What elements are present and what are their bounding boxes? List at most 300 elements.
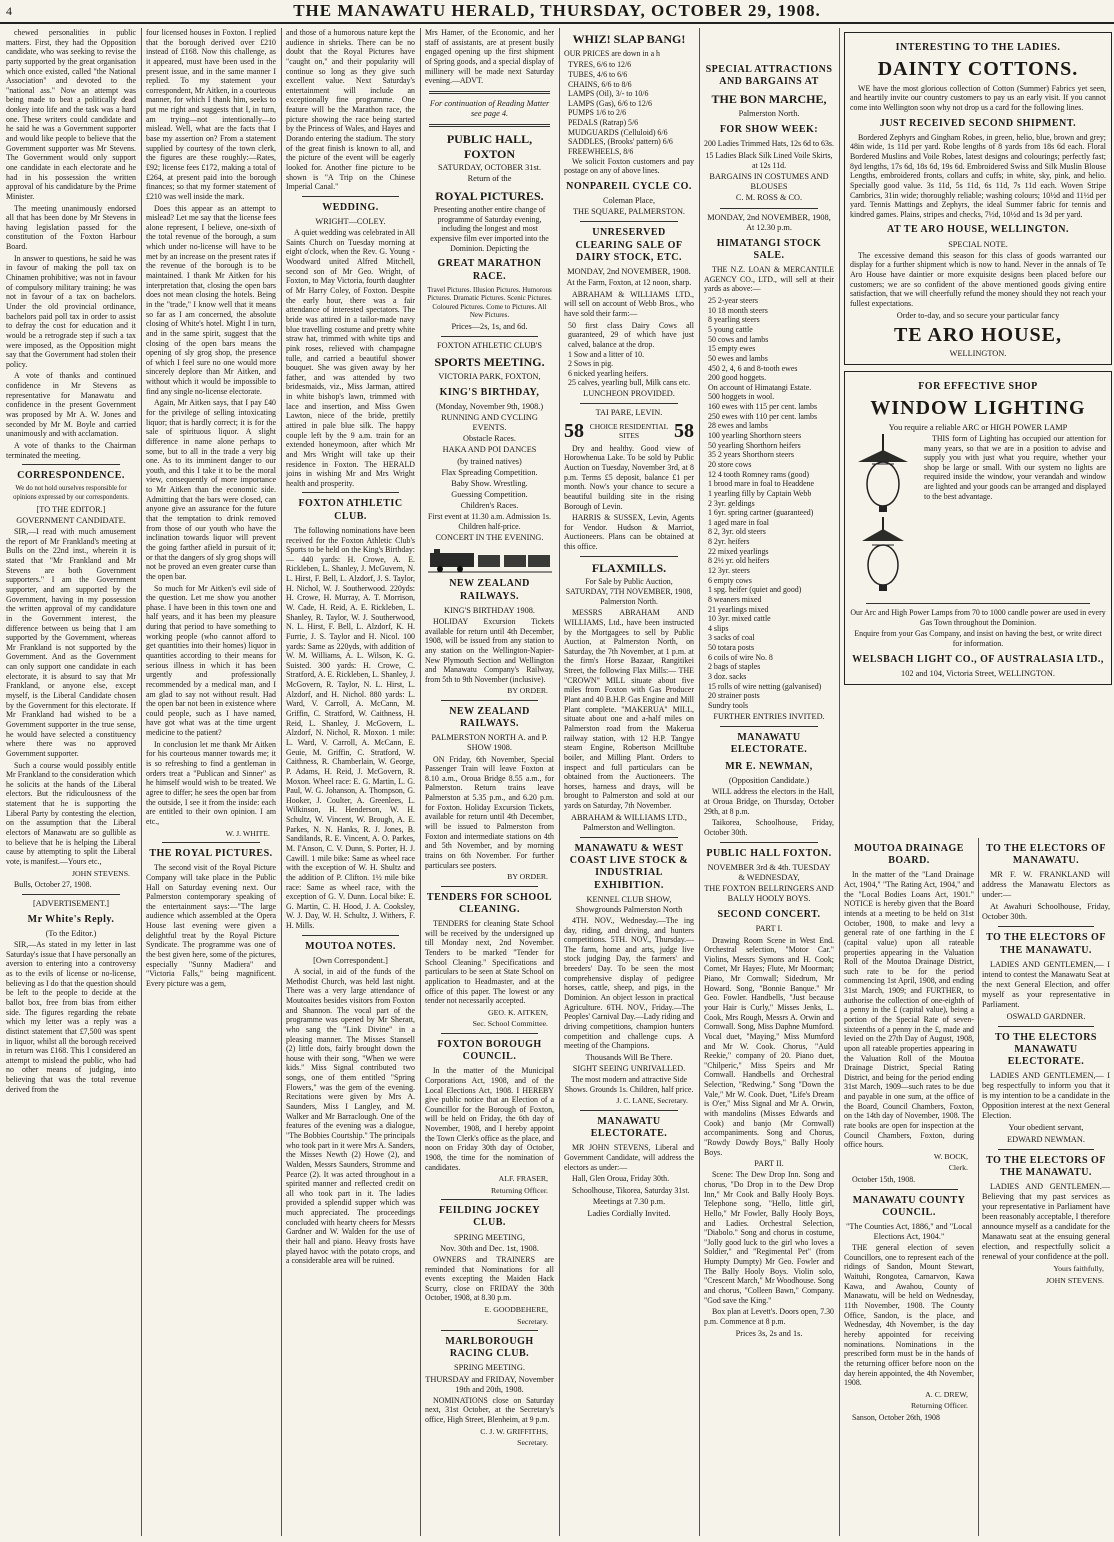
article-subheading: WRIGHT—COLEY. [315, 217, 386, 227]
ad-subheading: KING'S BIRTHDAY 1908. [444, 605, 535, 615]
ad-text: RUNNING AND CYCLING EVENTS. [441, 413, 538, 433]
ad-text: NOVEMBER 3rd & 4th. TUESDAY & WEDNESDAY, [707, 862, 831, 882]
stock-item: 6 nicked yearling heifers. [568, 368, 649, 378]
column-rule [141, 28, 142, 1536]
ad-text: Schoolhouse, Tikorea, Saturday 31st. [572, 1185, 690, 1195]
ad-subheading: TAI PARE, LEVIN. [595, 408, 663, 418]
ad-heading: PUBLIC HALL FOXTON. [706, 847, 832, 859]
ad-signature: OSWALD GARDNER. [1006, 1011, 1086, 1021]
ad-text: (by trained natives) [457, 456, 522, 466]
ad-text: MONDAY, 2nd NOVEMBER, 1908, At 12.30 p.m. [707, 212, 831, 232]
ad-heading: TO THE ELECTORS OF THE MANAWATU. [986, 1154, 1106, 1178]
article-paragraph: So much for Mr Aitken's evil side of the question. Let me show you another phase. I have been in this town one and half years, and it has been my pleasure during that period to have something to working people (who cannot afford to get quantities into their homes) liquor in quantities according to their means for serious illness in which it has been urgently and professionally recommended by a medical man, and I am glad to say not without result. Had the open bar not been in existence where could people, such as I have named, have got what was at the time urgent medicine to the patient? [146, 583, 276, 738]
column-rule [978, 838, 979, 1536]
ad-heading: FOR SHOW WEEK: [719, 124, 819, 136]
divider [720, 842, 818, 843]
article-paragraph: Mrs Hamer, of the Economic, and her staff of assistants, are at present busily engaged opening up the first shipment of Spring goods, and a special display of millinery will be made next Saturday evening.—ADVT. [425, 28, 554, 86]
stock-item: 2 Sows in pig. [568, 359, 614, 369]
stock-item: 35 2 years Shorthorn steers [708, 450, 794, 460]
stock-item: 250 ewes with 110 per cent. lambs [708, 411, 818, 421]
price-item: TYRES, 6/6 to 12/6 [568, 60, 632, 70]
letter-paragraph: Such a course would possibly entitle Mr Frankland to the consideration which he solicits at the hands of the Liberal electors. But the ridiculousness of the statement that he is supporting the Liberal Party by contesting the election, on the assumption that the Liberal electors of Manawatu are so gullible as to believe that he is helping the Liberal cause by attempting to split the Liberal vote, is manifest.—Yours etc., [6, 760, 136, 866]
stock-item: 1 yearling filly by Captain Webb [708, 488, 812, 498]
stock-item: 50 totara posts [708, 643, 755, 653]
ad-text: SPECIAL NOTE. [948, 239, 1008, 249]
ad-heading: WHIZ! SLAP BANG! [572, 32, 686, 46]
ad-text: 102 and 104, Victoria Street, WELLINGTON. [901, 668, 1055, 678]
price-item: SADDLES, (Brooks' pattern) 6/6 [568, 137, 673, 147]
price-item: CHAINS, 6/6 to 8/6 [568, 79, 632, 89]
ad-heading: MANAWATU COUNTY COUNCIL. [852, 1194, 966, 1218]
divider [429, 124, 550, 127]
ad-text: Dry and healthy. Good view of Horowhenua Lake. To be sold by Public Auction on Tuesday, November 3rd, at 8 p.m. Terms £5 deposit, balance £1 per month. Now's your chance to secure a beautiful building site in the rising Borough of Levin. [564, 443, 694, 511]
stock-item: 1 6yr. spring cartner (guaranteed) [708, 508, 814, 518]
ad-text: 200 Ladies Trimmed Hats, 12s 6d to 63s. [704, 139, 834, 149]
article-paragraph: The second visit of the Royal Picture Company will take place in the Public Hall on Saturday evening next. Our Palmerston contemporary speaking of the entertainment says:—"The large audience which assembled at the Opera House last evening were given a delightful treat by the Royal Picture Syndicate. The programme was one of the best given here, some of the pictures, especially "Sunny Madiera" and "Victoria Falls," being magnificent. Every picture was a gem, [146, 863, 276, 988]
ad-heading: TENDERS FOR SCHOOL CLEANING. [426, 891, 553, 915]
ad-signature: Sec. School Committee. [472, 1019, 548, 1029]
ad-signature: A. C. DREW, [925, 1389, 968, 1399]
ad-text: WELLINGTON. [949, 349, 1007, 359]
ad-text: The most modern and attractive Side Shows. Grounds 1s. Children, half price. [564, 1075, 694, 1094]
ad-text: MR JOHN STEVENS, Liberal and Government Candidate, will address the electors as under:— [564, 1143, 694, 1172]
ad-signature: JOHN STEVENS. [1045, 1275, 1104, 1285]
article-paragraph: The following nominations have been received for the Foxton Athletic Club's Sports to be held on the King's Birthday:— 440 yards: H. Crowe, A. E. Rickleben, L. Shanley, J. McGuvern, N. L. Hirst, F. Bell, L. Alzdorf, J. S. Taylor, H. Nichol, W. J. Southerwood. 220yds: H. Crowe, H. Murray, A. T. Morrison, W. Cade, H. Reid, A. E. Rickleben, L. Shanley, R. Taylor, W. J. Southerwood, N. L. Hirst, F. Bell, L. Alzdorf, K. H. Furrie, J. S. Taylor and H. Nicol. 100 yards: Same as 220yds, with addition of W. M. Williams, A. L. Wilson, K. G. Suisted. 300 yards: H. Crowe, C. Stratford, A. E. Rickleben, L. Shanley, J. McGovern, R. Taylor, N. L. Hirst, L. Alzdorf, and H. Nichol. 880 yards: L. Ward, V. Carroll, A. McCann, M. Griffin, C. Stratford, W. Caithness, H. Reid, L. Shanley, J. McGovern, L. Alzdorf, N. Nichol, R. Moxon. 1 mile: L. Ward, V. Carroll, A. McCann, E. Geuie, M. Griffin, C. Stratford, W. Caithness, R. Chamberlain, W. George, P. Adams, H. Reid, J. McGovern, R. Moxon. Wheel race: E. G. Martin, L. G. Paul, W. G. Johanson, A. Thompson, G. Hooker, J. Coulter, A. Greenlees, L. Wilkinson, H. Henderson, W. H. Schultz, W. Vincent, W. Brough, A. E. Parkes, N. N. Hanks, R. J. Jones, B. Sandilands, R. E. Vincent, A. O. Parkes, M. I'Anson, C. V. Dunn, S. Porter, H. J. Cawill. 1 mile bike: Same as wheel race with the exception of W. H. Shultz and the addition of P. Clifton. 1½ mile bike race: Same as wheel race, with the exception of G. V. Dunn. Local bike: E. G. Martin, C. H. Hood, J. A. Cooksley, W. J. Day, W. H. Schultz, J. Withers, F. H. Mills. [286, 525, 415, 931]
divider [441, 700, 538, 701]
ad-text: Presenting another entire change of programme of Saturday evening, including the longest and most expensive film ever imported into the Dominion. Depicting the [430, 205, 549, 253]
ad-text: Scene: The Dew Drop Inn. Song and chorus, "Do Drop in to the Dew Drop Inn," Mr Cook and Bally Hooly Boys. Telephone song, "Hello, little girl, Hello," Mr Fowler, Bally Hooly Boys, and Ladies. Orchestral Selection, "Diabolo." Song and chorus in costume, "Jolly good luck to the girl who loves a Soldier," and "Regimental Pet" (from Humpty Dumpty) Mr Geo. Fowler and The Bally Hooly Boys. Violin solo, "Crescent March," Mr Woodhouse. Song and chorus, "Colleen Bawn," Company. "God save the King." [704, 1170, 834, 1305]
ad-heading: MANAWATU & WEST COAST LIVE STOCK & INDUSTRIAL EXHIBITION. [569, 842, 689, 891]
stock-item: 10 18 month steers [708, 305, 768, 315]
ad-text: At Awahuri Schoolhouse, Friday, October 30th. [982, 902, 1110, 922]
ad-text: NOMINATIONS close on Saturday next, 31st October, at the Secretary's office, High Street, Blenheim, at 9 p.m. [425, 1395, 554, 1425]
ad-text: Drawing Room Scene in West End. Orchestral selection, "Motor Car." Violins, Messrs Symons and H. Cook; Cornet, Mr Hayes; Flute, Mr Moorman; Piano, Mr Cornwall; Sidedrum, Mr Howard. Song, "Bonnie Banque." Mr Geo. Fowler. Handbells, "Just because your Hair is Curly," Misses Jenks, L. Cook, Mrs Rough, Messrs A. Orwin and Cornwall. Song, Miss Daphne Mumford. Vocal duet, "Maying," Miss Mumford and Mr W. Cook. Chorus, "Auld Reekie," company of 20. Piano duet, "Chilperic," Miss Speirs and Mr Cornwall. Handbells and Orchestral Selection, "Redwing." Song "Down the Vale," Mr W. Cook. Duet, "Life's Dream is O'er," Miss Signal and Mr A. Orwin, with mandolins (Misses Edwards and Cook) and banjo (Mr Cornwall) accompaniments. Song and Chorus, "Rowdy Dowdy Boys," Bally Hooly Boys. [704, 935, 834, 1157]
ad-text: Travel Pictures. Illusion Pictures. Humorous Pictures. Dramatic Pictures. Scenic Pictures. Coloured Pictures. Come to Pictures. All New Pictures. [427, 285, 552, 320]
ad-heading: PUBLIC HALL, FOXTON [446, 132, 533, 161]
ad-text: Bordered Zephyrs and Gingham Robes, in green, helio, blue, brown and grey; 48in wide, 1s 11d per yard. Robe lengths of 8 yards from 18s 6d each. Floral Bordered Muslins and Voile Robes, latest designs and colourings; perfectly fast; 8yd lengths, 17s 6d, 18s 6d, 19s 6d. Embroidered Swiss and Silk Muslin Blouse Lengths, embroidered fronts, collars and cuffs; in white, sky, pink, and helio. Specially good value. 3s 11d, 5s 11d, 6s 11d, 7s 11d each. Woven Stripe Cambrics, 31in wide; thoroughly reliable; washing colours; 10½d and 11½d per yard. Tennis Mattings and Zephyrs, the ideal Summer fabric for tennis and kindred games. Plains, stripes and checks, 7½d, 10½d and 1s 3d per yard. [850, 132, 1106, 219]
high-power-lamp-icon [850, 517, 916, 597]
divider [580, 221, 678, 222]
ad-text: Taikorea, Schoolhouse, Friday, October 30th. [704, 818, 834, 837]
ad-text: Hall, Glen Oroua, Friday 30th. [572, 1174, 670, 1184]
page-number: 4 [6, 4, 13, 18]
to-editor: (To the Editor.) [45, 929, 97, 939]
sites-banner [564, 419, 694, 443]
ad-subheading: "The Counties Act, 1886," and "Local Elections Act, 1904." [845, 1221, 973, 1242]
divider [860, 1189, 958, 1190]
ad-signature: ALF. FRASER, [498, 1174, 548, 1184]
stock-item: 50 cows and lambs [708, 334, 769, 344]
ad-text: Box plan at Levett's. Doors open, 7.30 p.m. Commence at 8 p.m. [704, 1307, 834, 1326]
stock-item: 4 slips [708, 623, 729, 633]
correspondence-heading: CORRESPONDENCE. [17, 470, 125, 482]
ad-text: Sanson, October 26th, 1908 [852, 1412, 940, 1422]
ad-signature: ABRAHAM & WILLIAMS LTD., Palmerston and Wellington. [571, 812, 687, 832]
ad-text: We solicit Foxton customers and pay postage on any of above lines. [564, 156, 694, 176]
stock-item: 3 sacks of coal [708, 633, 755, 643]
ad-text: CONCERT IN THE EVENING. [435, 533, 544, 543]
article-paragraph: A social, in aid of the funds of the Methodist Church, was held last night. There was a very large attendance of Moutoaites besides visitors from Foxton and Shannon. The vocal part of the programme was opened by Mr Sheratt, who sang the "Link Divine" in a pleasing manner. The Misses Stansell (2) little dots, fairly brought down the house with their song, "When we were kids." Miss Signal contributed two songs, one of them entitled "Spring Flowers," was the gem of the evening. Recitations were given by Mrs A. Saunders, Miss I Langley, and M. Walker and Mr Barraclough. One of the features of the evening was a dialogue, "The Bobbies Courtship." The principals who took part in it were Mrs A. Sanders, the Misses Newth (2) Howe (2), and Walden, Messrs Saunders, Stromme and Pearce (2). It was acted throughout in a spirited manner and reflected credit on all who took part in it. The ladies provided a splendid supper which was much appreciated. The proceedings concluded with hearty cheers for Messrs Gardner and W. Walden for the use of their hall and piano. Heavy frosts have played havoc with the potato crops, and a considerable area will be ruined. [286, 967, 415, 1266]
letter-paragraph: SIR,—As stated in my letter in last Saturday's issue that I have personally an aversion to entering into a controversy as to the evils of license or no-license, believing as I do that the question should be left to the people to decide at the ballot box, free from bias from either side. The figures regarding the rebate which my letter was a reply was a distinct statement that £7,500 was spent in liquor, whilst all the borough received in return was £168. This I considered an attempt to mislead the public, who had no other means of judging, into believing that was the total revenue derived from the [6, 940, 136, 1094]
ad-text: Return of the [467, 174, 512, 184]
stock-item: 2 bags of staples [708, 662, 761, 672]
ad-text: 15 Ladies Black Silk Lined Voile Skirts, at 12s 11d. [705, 150, 833, 170]
ad-signature: J. C. LANE, Secretary. [616, 1096, 688, 1106]
letter-paragraph: SIR,—I read with much amusement the report of Mr Frankland's meeting at Bulls on the 22nd inst., wherein it is stated that "Mr Frankland and Mr Stevens are both Government supporters." I am the Government supporter, and am supported by the Government, having in my possession the written approval of my candidature in the Government interest, the difference between us being that I am supported by the Government, whereas Mr Frankland is not supported by the Government. And as the Government can only support one candidate in each electorate, it is absurd to say that Mr Frankland, or anyone else, except myself, is the Liberal Candidate chosen by the Government for this electorate. If Mr Frankland had wished to be a Government supporter in the true sense, he would have selected a constituency where there was no approved Government supporter. [6, 527, 136, 758]
ad-heading: DAINTY COTTONS. [877, 58, 1079, 81]
divider [720, 208, 818, 209]
stock-item: 3 doz. sacks [708, 672, 747, 682]
stock-item: 100 yearling Shorthorn steers [708, 431, 802, 441]
masthead [0, 0, 1114, 24]
stock-item: 8 yearling steers [708, 315, 760, 325]
sites-count: 58 [564, 420, 584, 443]
price-item: LAMPS (Oil), 3/- to 10/6 [568, 89, 649, 99]
ad-signature: BY ORDER. [507, 872, 548, 882]
sites-count: 58 [674, 420, 694, 443]
stock-item: 5 young cattle [708, 324, 753, 334]
ad-heading: HIMATANGI STOCK SALE. [716, 237, 822, 261]
article-paragraph: A quiet wedding was celebrated in All Saints Church on Tuesday morning at eight o'clock, when the Rev. G. Young - Woodward united Alfred Mitchell, second son of Mr Geo. Wright, of Foxton, to May Victoria, fourth daughter of Mr Harry Coley, of Foxton. Despite the early hour, there was a fair attendance of interested spectators. The bride was attired in a tailor-made navy blue travelling costume and pretty white straw hat, trimmed with white tips and pink roses, relieved with champagne tulle, and carried a beautiful shower bouquet. She was given away by her father, and was attended by two bridesmaids, viz., Miss Jarman, attired in white bishop's lawn, trimmed with lace and insertion, and Miss Gwen Lawton, niece of the bride, prettily attired in pale blue silk. The happy couple left by the 9 a.m. train for an extended honeymoon, after which Mr and Mrs Wright will take up their residence in Foxton. The HERALD joins in wishing Mr and Mrs Wright health and prosperity. [286, 228, 415, 488]
masthead-title: THE MANAWATU HERALD, THURSDAY, OCTOBER 29, 1908. [293, 1, 821, 20]
ad-heading: MARLBOROUGH RACING CLUB. [445, 1336, 534, 1360]
letter-signature: JOHN STEVENS. [71, 868, 130, 878]
ad-text: Coleman Place, [602, 196, 656, 206]
stock-item: 1 Sow and a litter of 10. [568, 349, 645, 359]
divider [441, 1199, 538, 1200]
ad-text: Meetings at 7.30 p.m. [592, 1197, 666, 1207]
ad-text: Guessing Competition. [451, 489, 528, 499]
ad-heading: SECOND CONCERT. [717, 909, 821, 921]
letter-heading: Mr White's Reply. [27, 913, 115, 925]
article-paragraph: Does this appear as an attempt to mislead? Let me say that the license fees alone represent, I believe, one-sixth of the total revenue of the borough, a sum which under no-license will have to be met by an increase on the present rates if the revenue of the borough is to be maintained. I thank Mr Aitken for his interpretation that, closing the open bars does not mean closing the hotels. Being in the "trade," I know well that it means so far as I am concerned, the absolute closing of White's hotel. Might I in turn, and in the same spirit, suggest that the closing of the open bars means the opening of sly grog shop, the presence of which I feel sure no one would more sincerely deplore than Mr Aitken, and without which it would be impossible to find any single no-license electorate. [146, 203, 276, 396]
ad-text: THE N.Z. LOAN & MERCANTILE AGENCY CO., LTD., will sell at their yards as above:— [704, 265, 834, 294]
ad-signature: GEO. K. AITKEN, [488, 1007, 548, 1017]
divider [441, 1330, 538, 1331]
article-heading: FOXTON ATHLETIC CLUB. [298, 498, 403, 522]
divider [580, 1110, 678, 1111]
ad-text: THE SQUARE, PALMERSTON. [572, 207, 686, 217]
ad-text: Prices—2s, 1s, and 6d. [451, 321, 528, 331]
ad-text: PART I. [755, 924, 783, 934]
column-rule [281, 28, 282, 1536]
divider [22, 894, 120, 895]
column-8 [982, 838, 1110, 1536]
ad-signature: E. GOODBEHERE, [484, 1305, 548, 1315]
ad-heading: FLAXMILLS. [591, 560, 667, 575]
ad-heading: NEW ZEALAND RAILWAYS. [449, 705, 530, 730]
ad-heading: KING'S BIRTHDAY, [439, 386, 540, 398]
column-4 [425, 28, 554, 1536]
ad-heading: ROYAL PICTURES. [435, 188, 544, 203]
ad-heading: UNRESERVED CLEARING SALE OF DAIRY STOCK, ETC. [575, 227, 683, 263]
article-paragraph: In answer to questions, he said he was in favour of making the poll tax on Chinamen prohibitive; was not in favour of compulsory military training; he was not in favour of a tax on bachelors. Under the old provincial ordinance, bachelors paid poll tax in order to assist to defray the cost for education and it would be a retrograde step if such a tax were imposed, as the Opposition might say that the Government had stolen their policy. [6, 253, 136, 369]
article-paragraph: chewed personalities in public matters. First, they had the Opposition candidate, who was seeking to revise the party supported by the great organisation which once existed, called "the National Association" and devoted to the "national ass." Now an attempt was being made to beat a politically dead donkey into life and the task was a hard one. These writers could candidate and he said he was a Government supporter and would like people to believe that the Government supporter was Mr Stevens. The Government would only support one candidate in each electorate and he had in his possession the written approval of his candidature by the Prime Minister. [6, 28, 136, 201]
article-paragraph: A vote of thanks and continued confidence in Mr Stevens as representative for Manawatu and confidence in the present Government was proposed by Mr A. W. Jones and seconded by Mr M. Boyle and carried unanimously and with acclamation. [6, 371, 136, 439]
ad-text: Children's Races. [460, 500, 519, 510]
ad-text: For Sale by Public Auction, SATURDAY, 7TH NOVEMBER, 1908, Palmerston North. [565, 577, 693, 606]
stock-item: Sundry tools [708, 700, 749, 710]
ad-heading: NEW ZEALAND RAILWAYS. [449, 578, 530, 602]
ad-text: Yours faithfully, [1053, 1264, 1104, 1274]
ad-text: OUR PRICES are down in a h [564, 48, 660, 58]
ad-heading: TO THE ELECTORS MANAWATU ELECTORATE. [995, 1031, 1097, 1068]
stock-item: 22 mixed yearlings [708, 546, 769, 556]
ad-heading: AT TE ARO HOUSE, WELLINGTON. [886, 224, 1070, 236]
ad-heading: SPORTS MEETING. [434, 355, 545, 370]
column-3 [286, 28, 415, 1536]
ad-heading: TE ARO HOUSE, [893, 323, 1063, 346]
column-rule [420, 28, 421, 1536]
stock-item: 8 2, 3yr. old steers [708, 527, 766, 537]
ad-subheading: SATURDAY, OCTOBER 31st. [437, 163, 542, 173]
stock-item: 20 store cows [708, 459, 752, 469]
ad-text: Enquire from your Gas Company, and insist on having the best, or write direct for information. [854, 629, 1102, 649]
candidate-name: MR E. NEWMAN, [725, 761, 813, 773]
lamp-section [850, 434, 1106, 599]
ad-text: FURTHER ENTRIES INVITED. [713, 711, 825, 721]
lamp-illustrations [850, 434, 918, 599]
ad-text: HOLIDAY Excursion Tickets available for return until 4th December, 1908, will be issued from any station to any station on the Wellington-Napier-New Plymouth Section and Wellington and Manawatu Company's Railway, from 5th to 9th November (inclusive). [425, 616, 554, 684]
ad-text: (Monday, November 9th, 1908.) [435, 402, 544, 411]
ad-heading: FOR EFFECTIVE SHOP [918, 381, 1038, 393]
ad-text: Palmerston North. [738, 109, 800, 118]
column-rule [699, 28, 700, 1536]
stock-item: 1 aged mare in foal [708, 517, 769, 527]
article-paragraph: The meeting unanimously endorsed all that has been done by Mr Stevens in having legislation passed for the constitution of the Foxton Harbour Board. [6, 203, 136, 252]
correspondence-note: We do not hold ourselves responsible for opinions expressed by our correspondents. [13, 485, 129, 501]
ad-text: THIS form of Lighting has occupied our attention for many years, so that we are in a position to advise and supply you with just what you require, whether your shop be large or small. With our system no lights are required inside the window, your verandah and window are lighted and your goods can be arranged and displayed to the best advantage. [924, 433, 1106, 501]
stock-item: 2 3yr. geldings [708, 498, 755, 508]
divider [866, 603, 1090, 604]
ad-text: Our Arc and High Power Lamps from 70 to 1000 candle power are used in every Gas Town throughout the Dominion. [850, 608, 1106, 627]
ad-text: Flax Spreading Competition. [441, 467, 538, 477]
stock-item: 12 4 tooth Romney rams (good) [708, 469, 810, 479]
stock-item: 21 yearlings mixed [708, 604, 769, 614]
divider [580, 403, 678, 404]
stock-item: 500 hoggets in wool. [708, 392, 775, 402]
ad-signature: Returning Officer. [490, 1185, 548, 1195]
ad-heading: SPECIAL ATTRACTIONS AND BARGAINS AT [705, 64, 833, 88]
article-heading: THE ROYAL PICTURES. [149, 848, 273, 860]
ad-heading: FOXTON BOROUGH COUNCIL. [437, 1038, 542, 1063]
ad-signature: BY ORDER. [507, 686, 548, 696]
ad-heading: MOUTOA DRAINAGE BOARD. [854, 843, 964, 867]
stock-item: 20 strainer posts [708, 691, 760, 701]
stock-item: 8 2½ yr. old heifers [708, 556, 770, 566]
column-1 [6, 28, 136, 1536]
ad-text: You require a reliable ARC or HIGH POWER LAMP [888, 422, 1068, 432]
ad-heading: THE BON MARCHE, [711, 92, 827, 107]
divider [302, 492, 399, 493]
stock-item: 8 2yr. heifers [708, 537, 750, 547]
to-editor: [TO THE EDITOR.] [36, 504, 106, 514]
ad-text: WE have the most glorious collection of Cotton (Summer) Fabrics yet seen, and heartily invite our country customers to pay us an early visit. If you cannot come into Wellington soon why not drop us a card for the following lines. [850, 83, 1106, 112]
article-heading: WEDDING. [322, 201, 379, 213]
ad-heading: WINDOW LIGHTING [870, 397, 1086, 420]
price-item: TUBES, 4/6 to 6/6 [568, 69, 628, 79]
column-rule [559, 28, 560, 1536]
ad-text: The excessive demand this season for this class of goods warranted our display for a further shipment which is now to hand. Never in the annals of Te Aro House have daintier or more exquisite designs been placed before our customers; we are so confident of the above mentioned goods giving entire satisfaction, that we will cheerfully refund the money should they not reach your fullest expectations. [850, 250, 1106, 308]
stock-item: 6 empty cows [708, 575, 752, 585]
ad-text: In the matter of the Municipal Corporations Act, 1908, and of the Local Elections Act, 1908. I HEREBY give public notice that an Election of a Councillor for the Borough of Foxton, will be held on Friday, the 6th day of November, 1908, and I hereby appoint the Town Clerk's office as the place, and noon on Friday 30th day of October, 1908, the time for the nomination of candidates. [425, 1066, 554, 1172]
ad-subheading: SPRING MEETING. [454, 1363, 525, 1373]
divider [429, 91, 550, 94]
column-7b [844, 838, 974, 1536]
stock-item: 1 brood mare in foal to Headdene [708, 479, 815, 489]
article-subheading: [Own Correspondent.] [313, 955, 388, 965]
stock-item: 8 weaners mixed [708, 594, 762, 604]
stock-item: 160 ewes with 115 per cent. lambs [708, 402, 818, 412]
ad-signature: Returning Officer. [910, 1401, 968, 1411]
divider [22, 464, 120, 465]
ad-text: THE FOXTON BELLRINGERS AND BALLY HOOLY BOYS. [704, 884, 834, 904]
stock-item: 15 empty ewes [708, 344, 756, 354]
ad-text: MESSRS ABRAHAM AND WILLIAMS, Ltd., have been instructed by the Mortgagees to sell by Public Auction, at Palmerston North, on Saturday, the 7th November, at 1 p.m. at the firm's Horse Bazaar, Rangitikei Street, the following Flax Mills:— THE "CROWN" MILL situate about five miles from Foxton with Gas Producer Plant and 40 B.H.P. Gas Engine and Mill Plant complete. "MAKERUA" MILL, situate about one and a-half miles on Palmerston road from the Makerua railway station, with 12 H.P. Tangye steam Engine, Robertson Mcilltube boiler, and Milling Plant. Orders to inspect and full particulars can be obtained from the Auctioneers. The horses, harness and drays, will be brought to Palmerston and sold at our yards on Saturday, 7th November. [564, 608, 694, 811]
ad-text: October 15th, 1908. [852, 1174, 916, 1184]
price-item: MUDGUARDS (Celluloid) 6/6 [568, 127, 668, 137]
ad-text: Order to-day, and so secure your particular fancy [896, 310, 1060, 320]
ad-text: HARRIS & SUSSEX, Levin, Agents for Vendor. Hudson & Marriot, Auctioneers. Plans can be obtained at this office. [564, 513, 694, 552]
ad-text: TENDERS for cleaning State School will be received by the undersigned up till Monday next, 2nd November. Tenders to be marked "Tender for School Cleaning." Specifications and particulars to be seen at State School on application to Headmaster, and at the office of this paper. The lowest or any tender not necessarily accepted. [425, 919, 554, 1006]
ad-text: Baby Show. Wrestling. [451, 478, 528, 488]
ad-text: WILL address the electors in the Hall, at Oroua Bridge, on Thursday, October 29th, at 8 p.m. [704, 787, 834, 816]
letter-signature: W. J. WHITE. [225, 828, 270, 838]
divider [441, 886, 538, 887]
stock-item: 50 yearling Shorthorn heifers [708, 440, 801, 450]
stock-item: On account of Himatangi Estate. [708, 382, 812, 392]
stock-item: 10 3yr. mixed cattle [708, 614, 771, 624]
ad-signature: Clerk. [948, 1163, 968, 1173]
stock-list [564, 321, 694, 388]
window-lighting-ad [844, 371, 1112, 685]
ad-text: THE general election of seven Councillors, one to represent each of the ridings of Sandon, Mount Stewart, Waituhi, Rongotea, Carnarvon, Kawa Kawa, and Awahou, County of Manawatu, will be held on Wednesday, 11th November, 1908. The County Office, Sandon, is the place, and Wednesday, 4th November, is the day hereby appointed for receiving nominations. Nominations in the prescribed form must be in the hands of the returning officer before noon on the day herein appointed, the 4th November, 1908. [844, 1243, 974, 1388]
ad-text: PART II. [754, 1159, 784, 1169]
ad-signature: EDWARD NEWMAN. [1007, 1134, 1085, 1144]
ad-text: ABRAHAM & WILLIAMS LTD., will sell on account of Webb Bros., who have sold their farm:— [564, 289, 694, 318]
ad-heading: TO THE ELECTORS OF MANAWATU. [986, 843, 1106, 867]
ad-text: Thousands Will Be There. [585, 1052, 673, 1062]
ad-text: VICTORIA PARK, FOXTON, [438, 371, 541, 381]
divider [441, 336, 538, 337]
ad-text: C. M. ROSS & CO. [735, 193, 803, 203]
ad-text: LADIES AND GENTLEMEN,— I intend to contest the Manawatu Seat at the next General Election, and offer myself as your representative in Parliament. [982, 959, 1110, 1009]
stock-item: 12 3yr. steers [708, 566, 750, 575]
ad-subheading: SPRING MEETING, [454, 1232, 525, 1242]
te-aro-ad [844, 32, 1112, 365]
divider [580, 837, 678, 838]
stock-item: 15 rolls of wire netting (galvanised) [708, 681, 822, 691]
ad-heading: WELSBACH LIGHT CO., OF AUSTRALASIA LTD., [852, 653, 1104, 665]
divider [441, 1033, 538, 1034]
arc-lamp-icon [850, 434, 916, 514]
ad-subheading: PALMERSTON NORTH A. and P. SHOW 1908. [431, 733, 548, 753]
article-paragraph: and those of a humorous nature kept the audience in shrieks. There can be no doubt that the Royal Pictures have "caught on," and their popularity will continue so long as they give such excellent value. Next Saturday's entertainment will include an exceptionally fine programme. One feature will be the Marathon race, the picture showing the race being started by the Princess of Wales, and Hayes and Dorando entering the stadium. The story of the great finish is known to all, and the picture of the event will be eagerly looked for. Another fine picture to be shown is "A Trip on the Chinese Imperial Canal." [286, 28, 415, 192]
column-2 [146, 28, 276, 1536]
ad-text: ON Friday, 6th November, Special Passenger Train will leave Foxton at 8.10 a.m., Oroua Bridge 8.55 a.m., for Palmerston. Return trains leave Palmerston at 5.35 p.m., and 6.20 p.m. for Foxton. Holiday Excursion Tickets, available for return until 4th December, will be issued to Palmerston from Foxton and intermediate stations on 4th and 5th November, and by morning trains on 6th November. For further particulars see posters. [425, 754, 554, 870]
stock-item: 50 first class Dairy Cows all guaranteed, 29 of which have just calved, balance at the drop. [568, 320, 694, 349]
ad-heading: TO THE ELECTORS OF THE MANAWATU. [986, 932, 1106, 956]
divider [998, 926, 1094, 927]
column-5 [564, 28, 694, 1536]
ad-text: BARGAINS IN COSTUMES AND BLOUSES [709, 172, 829, 192]
price-item: PUMPS 1/6 to 2/6 [568, 108, 627, 118]
ad-signature: Secretary. [517, 1316, 548, 1326]
ad-text: OWNERS and TRAINERS are reminded that Nominations for all events excepting the Maiden Hack Scurry, close on FRIDAY the 30th October, 1908, at 8.30 p.m. [425, 1254, 554, 1303]
ad-text: Nov. 30th and Dec. 1st, 1908. [440, 1243, 539, 1253]
price-item: LAMPS (Gas), 6/6 to 12/6 [568, 98, 652, 108]
ad-heading: GREAT MARATHON RACE. [437, 258, 542, 282]
ad-text: LUNCHEON PROVIDED. [583, 389, 675, 399]
ad-text: Ladies Cordially Invited. [587, 1208, 671, 1218]
ad-text: At the Farm, Foxton, at 12 noon, sharp. [566, 278, 692, 288]
article-paragraph: A vote of thanks to the Chairman terminated the meeting. [6, 440, 136, 460]
ad-text: 4TH. NOV., Wednesday.—The ing day, riding, and driving, and hunters competitions. 5TH. NOV., Thursday.—The farm, home and arts, judge live stock judging Day, the farmers' and breeders' Day. To be seen the most comprehensive display of pedigree horses, cattle, sheep, and pigs, in the Dominion. An object lesson in practical Agriculture. 6TH. NOV., Friday.—The Peoples' Carnival Day.—Lady riding and driving competitions, champion hunters competition and challenge cups. A meeting of the Champions. [564, 915, 694, 1051]
divider [998, 1026, 1094, 1027]
divider [720, 726, 818, 727]
ad-text: Obstacle Races. [463, 434, 516, 444]
ad-subheading: KENNEL CLUB SHOW, Showgrounds Palmerston North [575, 894, 683, 914]
divider [302, 196, 399, 197]
ad-text: THURSDAY and FRIDAY, November 19th and 20th, 1908. [425, 1374, 554, 1394]
ad-text: (Opposition Candidate.) [728, 776, 810, 786]
ad-heading: MANAWATU ELECTORATE. [730, 731, 808, 755]
ad-text: SIGHT SEEING UNRIVALLED. [572, 1064, 686, 1073]
ad-heading: JUST RECEIVED SECOND SHIPMENT. [879, 117, 1077, 129]
ad-text: MONDAY, 2nd NOVEMBER, 1908. [567, 266, 691, 276]
ad-text: FOXTON ATHLETIC CLUB'S [436, 340, 543, 350]
sites-label: CHOICE RESIDENTIAL SITES [589, 422, 669, 441]
continuation-note: For continuation of Reading Matter see page 4. [429, 98, 550, 118]
divider [998, 1149, 1094, 1150]
stock-item: 450 2, 4, 6 and 8-tooth ewes [708, 363, 798, 373]
ad-signature: C. J. W. GRIFFITHS, [480, 1426, 548, 1436]
price-list [564, 60, 694, 156]
stock-item: 1 spg. heifer (quiet and good) [708, 585, 802, 595]
stock-item: 200 good hoggets. [708, 373, 767, 383]
ad-text: First event at 11.30 a.m. Admission 1s. Children half-price. [428, 512, 551, 531]
ad-text: Your obedient servant, [1008, 1123, 1084, 1133]
column-rule [839, 28, 840, 1536]
ad-text: LADIES AND GENTLEMEN.— Believing that my past services as your representative in Parliament have been reasonably acceptable, I therefore announce myself as a candidate for the Manawatu seat at the ensuing general election, and respectfully solicit a renewal of your confidence at the poll. [982, 1182, 1110, 1262]
stock-item: 6 coils of wire No. 8 [708, 652, 773, 662]
advertisement-tag: [ADVERTISEMENT.] [32, 898, 110, 908]
column-6 [704, 28, 834, 1536]
ad-text: LADIES AND GENTLEMEN,— I beg respectfully to inform you that it is my intention to be a candidate in the Opposition interest at the next General Election. [982, 1071, 1110, 1121]
article-paragraph: In conclusion let me thank Mr Aitken for his courteous manner towards me; it is so refreshing to find a gentleman in orders treat a "Publican and Sinner" as he himself would wish to be treated. We agree to differ; he sees the open bar from the outside, I see it from the inside: each are entitled to their own opinion. I am etc., [146, 739, 276, 826]
stock-list [704, 296, 834, 711]
price-item: PEDALS (Ratrap) 5/6 [568, 118, 639, 128]
train-engraving [428, 547, 552, 573]
divider [162, 842, 260, 843]
ad-signature: Secretary. [517, 1438, 548, 1448]
stock-item: 50 ewes and lambs [708, 353, 768, 363]
ad-text: HAKA AND POI DANCES [442, 445, 537, 455]
article-paragraph: four licensed houses in Foxton. I replied that the borough derived over £210 instead of £168. Now this challenge, as it appeared, must have been used in the present issue, and in the same manner I replied. To my statement your correspondent, Mr Aitken, in a courteous manner, for which I thank him, seeks to put me right and suggests that I, in turn, am trying—not intentionally—to mislead. Well, what are the facts that I base my assertion on? From a statement supplied by courtesy of the town clerk, the figures are these roughly:—Rates, £92; license fees £172, making a total of £264, at present paid into the borough finances; so that my former statement of £210 was well inside the mark. [146, 28, 276, 201]
ad-text: Prices 3s, 2s and 1s. [735, 1328, 803, 1338]
ad-heading: INTERESTING TO THE LADIES. [895, 42, 1061, 53]
divider [302, 935, 399, 936]
article-paragraph: Again, Mr Aitken says, that I pay £40 for the privilege of selling intoxicating liquor; that is hardly correct; it is for the sale of spirituous liquor. A slight difference in name alone perhaps to some, but to all in the trade a very big one. As to its imminent danger to our youth, and this I take it to be the moral view, consequently of more importance to Mr Aitken than the economic side. Admitting that the bars were closed, can anyone give an assurance for the future that the temptation to drink removed from those of our youth who have the inclination towards liquor will prevent the going farther afield in pursuit of it; or that the dangers of sly grog shops will not be proved an even greater curse than the open bar. [146, 398, 276, 581]
article-heading: MOUTOA NOTES. [305, 940, 396, 952]
stock-item: 25 calves, yearling bull, Milk cans etc. [568, 378, 691, 388]
letter-title: GOVERNMENT CANDIDATE. [16, 516, 126, 526]
divider [580, 556, 678, 557]
price-item: FREEWHEELS, 8/6 [568, 147, 634, 157]
ad-text: In the matter of the "Land Drainage Act, 1904," "The Rating Act, 1904," and the "Local Bodies Loans Act, 1901." NOTICE is hereby given that the Board intends at a meeting to be held on 31st October, 1908, to make and levy a general rate of one farthing in the £ (capital value) upon all rateable properties appearing in the Valuation Roll of the Moutoa Drainage District, such rate to be for the period commencing 1st April, 1908, and ending 31st March, 1909; and FURTHER, to authorise the collection of one-eighth of a penny in the £ (capital value), being a portion of the Special Rate of seven-sixteenths of a penny in the £, made and levied on the 27th Day of August, 1908, upon all rateable properties appearing in the Valuation Roll of the Moutoa Drainage District, Special Rating District, and being for the period ending 31st March, 1909—such rates to be due and payable in one sum, at the office of the Board, Council Chambers, Foxton, on the 14th day of November, 1908. The rate books are open for inspection at the Council Chambers, Foxton, during office hours. [844, 870, 974, 1150]
ad-signature: W. BOCK, [933, 1151, 968, 1161]
stock-item: 28 ewes and lambs [708, 421, 768, 431]
